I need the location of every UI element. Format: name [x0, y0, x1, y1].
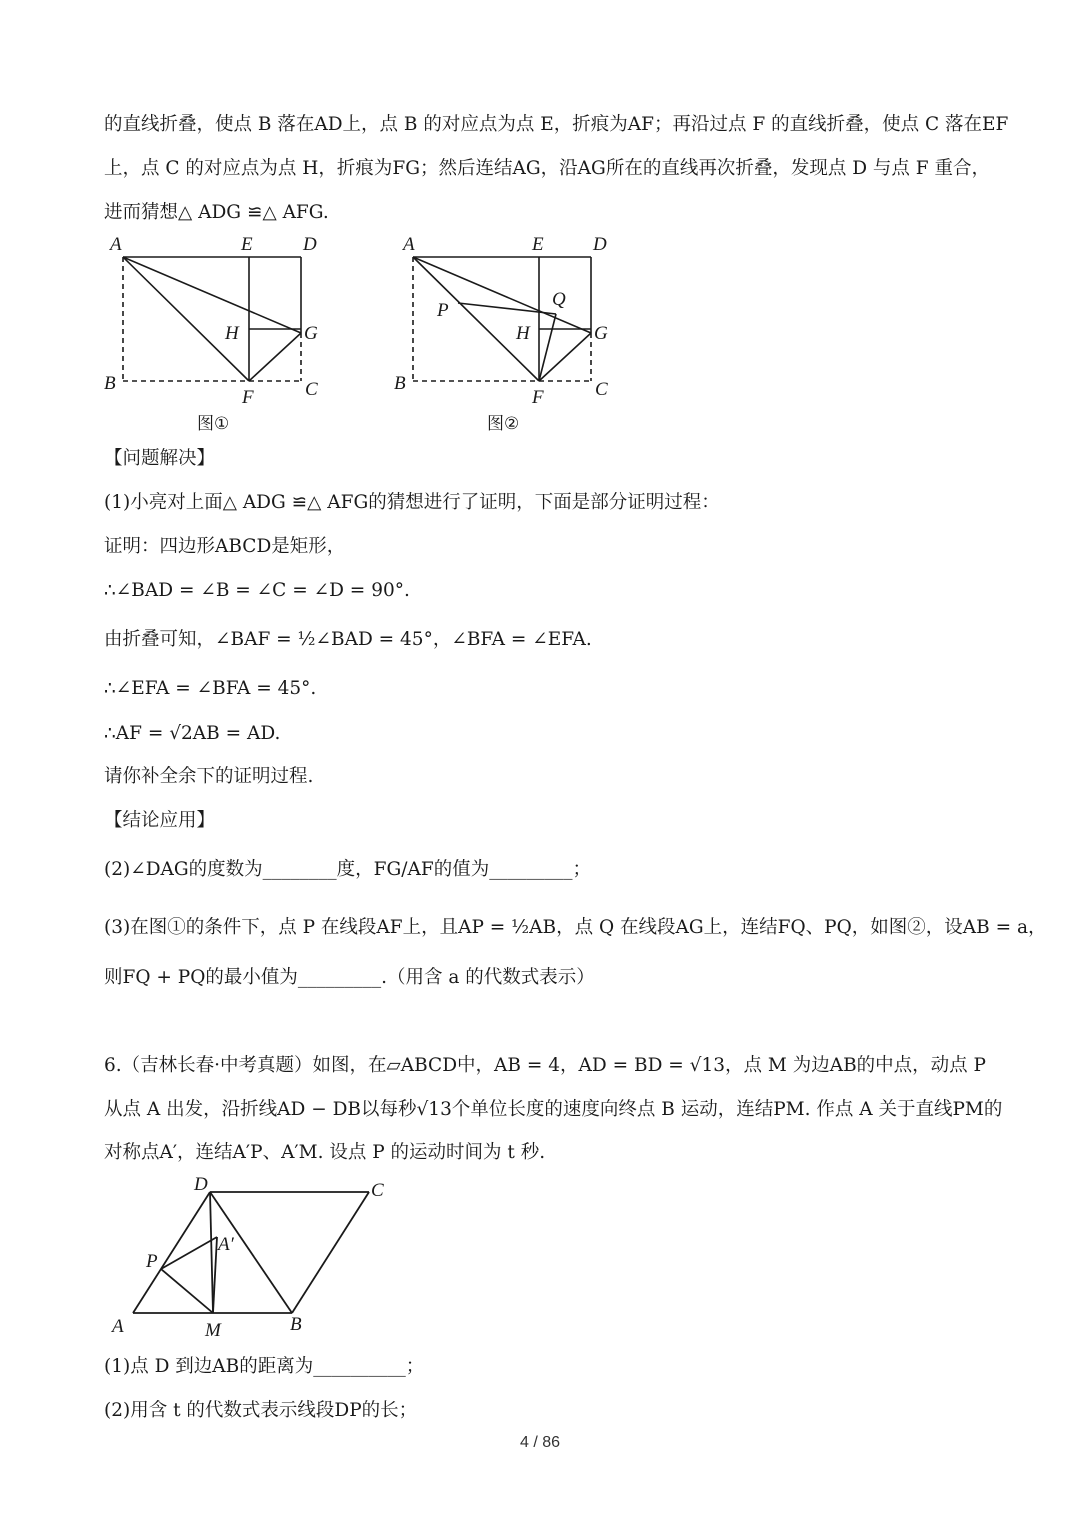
text-line-2: 上，点 C 的对应点为点 H，折痕为FG；然后连结AG，沿AG所在的直线再次折叠，发现点 D 与点 F 重合， [104, 158, 991, 179]
problem-6-question-1: (1)点 D 到边AB的距离为__________； [104, 1356, 425, 1377]
fig2-label-a: A [403, 234, 415, 255]
text-line-8: 由折叠可知，∠BAF = ½∠BAD = 45°，∠BFA = ∠EFA. [104, 629, 592, 650]
text-line-7: ∴∠BAD = ∠B = ∠C = ∠D = 90°. [104, 580, 410, 601]
figure-2 [386, 228, 626, 438]
text-line-11: 请你补全余下的证明过程. [104, 766, 314, 787]
fig2-label-e: E [532, 234, 544, 255]
fig1-label-b: B [104, 373, 116, 394]
fig1-caption: 图① [197, 414, 230, 434]
fig2-label-h: H [516, 323, 530, 344]
fig1-label-c: C [305, 379, 318, 400]
section-heading-conclusion: 【结论应用】 [104, 810, 216, 831]
problem-6-question-2: (2)用含 t 的代数式表示线段DP的长； [104, 1400, 418, 1421]
text-line-3: 进而猜想△ ADG ≌△ AFG. [104, 202, 329, 223]
fig3-label-c: C [371, 1180, 384, 1201]
text-line-5: (1)小亮对上面△ ADG ≌△ AFG的猜想进行了证明，下面是部分证明过程： [104, 492, 720, 513]
fig2-label-d: D [593, 234, 607, 255]
fig3-label-d: D [194, 1174, 208, 1195]
text-line-6: 证明：四边形ABCD是矩形， [104, 536, 346, 557]
question-3-line-2: 则FQ + PQ的最小值为_________.（用含 a 的代数式表示） [104, 967, 595, 988]
problem-6-line-1: 6.（吉林长春·中考真题）如图，在▱ABCD中，AB = 4，AD = BD = √13，点 M 为边AB的中点，动点 P [104, 1055, 986, 1076]
fig1-label-h: H [225, 323, 239, 344]
fig2-label-f: F [532, 387, 544, 408]
problem-6-line-3: 对称点A′，连结A′P、A′M. 设点 P 的运动时间为 t 秒. [104, 1142, 546, 1163]
figure-3 [100, 1166, 400, 1346]
figure-1 [96, 228, 336, 438]
fig1-label-f: F [242, 387, 254, 408]
page-number: 4 / 86 [519, 1434, 561, 1451]
fig1-label-a: A [110, 234, 122, 255]
fig2-label-q: Q [552, 289, 566, 310]
fig2-label-c: C [595, 379, 608, 400]
fig1-label-e: E [241, 234, 253, 255]
fig3-label-p: P [146, 1251, 158, 1272]
text-line-10: ∴AF = √2AB = AD. [104, 723, 281, 744]
text-line-9: ∴∠EFA = ∠BFA = 45°. [104, 678, 317, 699]
fig1-label-d: D [303, 234, 317, 255]
fig2-caption: 图② [487, 414, 520, 434]
fig2-label-p: P [437, 300, 449, 321]
fig1-label-g: G [304, 323, 318, 344]
fig3-label-b: B [290, 1314, 302, 1335]
section-heading-problem: 【问题解决】 [104, 448, 216, 469]
question-2: (2)∠DAG的度数为________度，FG/AF的值为_________； [104, 859, 591, 880]
fig2-label-b: B [394, 373, 406, 394]
fig3-label-a-prime: A′ [218, 1234, 234, 1255]
fig3-label-m: M [205, 1320, 221, 1341]
problem-6-line-2: 从点 A 出发，沿折线AD − DB以每秒√13个单位长度的速度向终点 B 运动，连结PM. 作点 A 关于直线PM的 [104, 1099, 1003, 1120]
text-line-1: 的直线折叠，使点 B 落在AD上，点 B 的对应点为点 E，折痕为AF；再沿过点 F 的直线折叠，使点 C 落在EF [104, 114, 1009, 135]
fig3-label-a: A [112, 1316, 124, 1337]
fig2-label-g: G [594, 323, 608, 344]
question-3-line-1: (3)在图①的条件下，点 P 在线段AF上，且AP = ½AB，点 Q 在线段AG上，连结FQ、PQ，如图②，设AB = a， [104, 917, 1047, 938]
